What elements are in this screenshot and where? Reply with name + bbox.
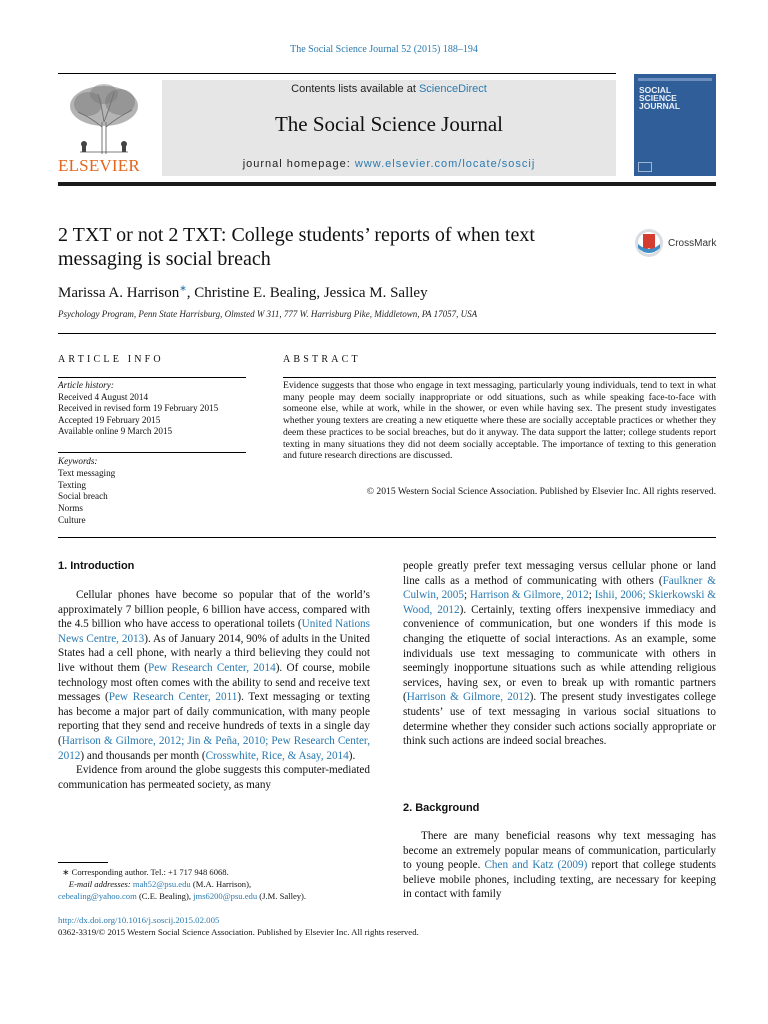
introduction-continued [403, 559, 716, 749]
journal-citation[interactable]: The Social Science Journal 52 (2015) 188–194 [290, 44, 478, 55]
reference-link[interactable]: Pew Research Center, 2014 [147, 661, 276, 674]
history-item: Available online 9 March 2015 [58, 426, 173, 437]
body-rule [58, 537, 716, 538]
keywords-heading: Keywords: [58, 456, 98, 466]
email-link[interactable]: cebealing@yahoo.com [58, 891, 137, 901]
homepage-prefix: journal homepage: [242, 158, 355, 170]
reference-link[interactable]: Crosswhite, Rice, & Asay, 2014 [205, 749, 349, 762]
elsevier-tree-icon [62, 82, 146, 156]
contents-prefix: Contents lists available at [291, 83, 419, 95]
keyword-item: Social breach [58, 491, 108, 502]
reference-link[interactable]: Harrison & Gilmore, 2012; Jin & Peña, 2010; Pew Research Center, 2012 [58, 734, 370, 762]
abstract-copyright: © 2015 Western Social Science Association. Published by Elsevier Inc. All rights reserved. [366, 486, 716, 497]
author-affiliation: Psychology Program, Penn State Harrisburg, Olmsted W 311, 777 W. Harrisburg Pike, Middletown, PA 17057, USA [58, 309, 478, 319]
crossmark-label: CrossMark [668, 238, 717, 249]
keyword-item: Text messaging [58, 467, 116, 478]
text: ). Certainly, texting offers inexpensive immediacy and convenience of communication, but one wonders if this mode is changing the etiquette of social interactions. As an example, some individuals use text messaging to communicate with others in seemingly inopportune situations such as while attending religious services, having sex, or even to break up with romantic partners ( [403, 603, 716, 704]
text: ). Text messaging or texting has become a major part of daily communication, with many people reporting that they send and receive hundreds of texts in a single day ( [58, 691, 370, 747]
reference-link[interactable]: Harrison & Gilmore, 2012 [406, 691, 530, 704]
paragraph [403, 829, 716, 902]
text: ). The present study investigates college students’ use of text messaging in various social situations to determine whether they consider such actions socially appropriate or think such actions are indeed social breaches. [403, 691, 716, 748]
text: report that college students believe mobile phones, including texting, are necessary for keeping in contact with family [403, 859, 716, 901]
elsevier-wordmark: ELSEVIER [58, 156, 140, 175]
background-body [403, 829, 716, 902]
paragraph [403, 559, 716, 749]
section-heading-introduction: 1. Introduction [58, 560, 135, 572]
crossmark-icon [634, 228, 664, 258]
cover-publisher-mark [638, 162, 652, 172]
affiliation-rule [58, 333, 716, 334]
text: There are many beneficial reasons why text messaging has become an extremely popular means of communication, particularly to young people. [403, 830, 716, 872]
top-rule [58, 73, 616, 74]
journal-homepage [162, 158, 616, 170]
journal-name: The Social Science Journal [274, 112, 503, 136]
header-thick-rule [58, 182, 716, 186]
email-owner: (C.E. Bealing), [136, 891, 194, 901]
cover-header-band [638, 78, 712, 81]
paragraph: Evidence from around the globe suggests this computer-mediated communication has permeated society, as many [58, 764, 370, 791]
history-heading: Article history: [58, 380, 114, 390]
reference-link[interactable]: Chen and Katz (2009) [484, 859, 588, 872]
cover-title-line: SCIENCE [639, 93, 677, 103]
history-item: Received 4 August 2014 [58, 391, 149, 402]
publisher-logo[interactable] [58, 80, 152, 176]
email-link[interactable]: mah52@psu.edu [132, 879, 191, 889]
abstract-text: Evidence suggests that those who engage in text messaging, particularly young individuals, tend to text in what many people may deem socially inappropriate or odd situations, such as while speaking face-to-face with someone else, while at work, while in the shower, or even while having sex. The present study investigates whether young texters are creating a new etiquette where these are socially acceptable practices or whether they deem these practices to be social breaches, but do it anyway. The data support the latter; college students report texting in many situations they did not deem socially acceptable. The importance of texting to this generation and future research directions are discussed. [283, 380, 716, 462]
reference-link[interactable]: Ishii, 2006; Skierkowski & Wood, 2012 [403, 589, 717, 616]
contents-availability [162, 83, 616, 95]
email-note [58, 890, 378, 902]
homepage-link[interactable]: www.elsevier.com/locate/soscij [354, 158, 536, 170]
issn-copyright-line: 0362-3319/© 2015 Western Social Science Association. Published by Elsevier Inc. All rights reserved. [58, 927, 419, 937]
text: ). Of course, mobile technology most often comes with the ability to send and receive text messages ( [58, 661, 370, 704]
article-title: 2 TXT or not 2 TXT: College students’ reports of when text messaging is social breach [58, 224, 535, 270]
cover-title [639, 86, 713, 110]
article-info-heading: ARTICLE INFO [58, 354, 164, 365]
text: people greatly prefer text messaging versus cellular phone or land line calls as a method of communicating with others ( [403, 560, 716, 587]
text: ; [463, 589, 470, 602]
text: Cellular phones have become so popular that of the world’s approximately 7 billion people, 6 billion have access, compared with the 4.5 billion who have access to operational toilets ( [58, 589, 370, 631]
text: ). [348, 749, 356, 762]
keywords-rule [58, 452, 246, 453]
footnote-mark: ∗ [62, 867, 70, 877]
reference-link[interactable]: Pew Research Center, 2011 [108, 691, 238, 704]
corresponding-author-mark[interactable]: ∗ [179, 283, 187, 293]
footnotes [58, 866, 378, 902]
paragraph [58, 588, 370, 763]
author-list [58, 283, 658, 302]
text: ). As of January 2014, 90% of adults in the United States had a cell phone, with nearly a third believing they could not live without them ( [58, 632, 370, 674]
author-name[interactable]: Marissa A. Harrison [58, 285, 180, 301]
abstract-rule [283, 377, 716, 378]
corresponding-author-note [58, 866, 378, 878]
introduction-body [58, 588, 370, 792]
history-item: Accepted 19 February 2015 [58, 414, 161, 425]
reference-link[interactable]: Faulkner & Culwin, 2005 [403, 574, 716, 602]
email-heading: E-mail addresses: [68, 879, 133, 889]
footnote-text: Corresponding author. Tel.: +1 717 948 6068. [69, 867, 229, 877]
sciencedirect-link[interactable]: ScienceDirect [418, 83, 487, 95]
keyword-item: Culture [58, 514, 86, 525]
crossmark-badge[interactable] [634, 228, 724, 258]
article-info-rule [58, 377, 246, 378]
history-item: Received in revised form 19 February 2015 [58, 403, 219, 414]
keyword-item: Texting [58, 479, 86, 490]
cover-title-line: SOCIAL [639, 85, 672, 95]
cover-title-line: JOURNAL [639, 101, 681, 111]
email-link[interactable]: jms6200@psu.edu [193, 891, 258, 901]
reference-link[interactable]: Harrison & Gilmore, 2012 [469, 589, 589, 602]
keywords-list [58, 456, 248, 527]
email-owner: (M.A. Harrison), [190, 879, 252, 889]
text: ; [588, 589, 595, 602]
doi-link[interactable]: http://dx.doi.org/10.1016/j.soscij.2015.02.005 [58, 915, 220, 925]
email-owner: (J.M. Salley). [257, 891, 307, 901]
keyword-item: Norms [58, 503, 84, 514]
section-heading-background: 2. Background [403, 802, 480, 814]
journal-masthead [162, 80, 616, 176]
text: ) and thousands per month ( [80, 749, 206, 762]
journal-cover-thumbnail[interactable] [634, 74, 716, 176]
other-authors: , Christine E. Bealing, Jessica M. Salley [186, 285, 428, 301]
abstract-heading: ABSTRACT [283, 354, 361, 365]
email-note [58, 878, 378, 890]
reference-link[interactable]: United Nations News Centre, 2013 [58, 618, 370, 645]
article-history [58, 380, 248, 438]
footnote-rule [58, 862, 108, 863]
